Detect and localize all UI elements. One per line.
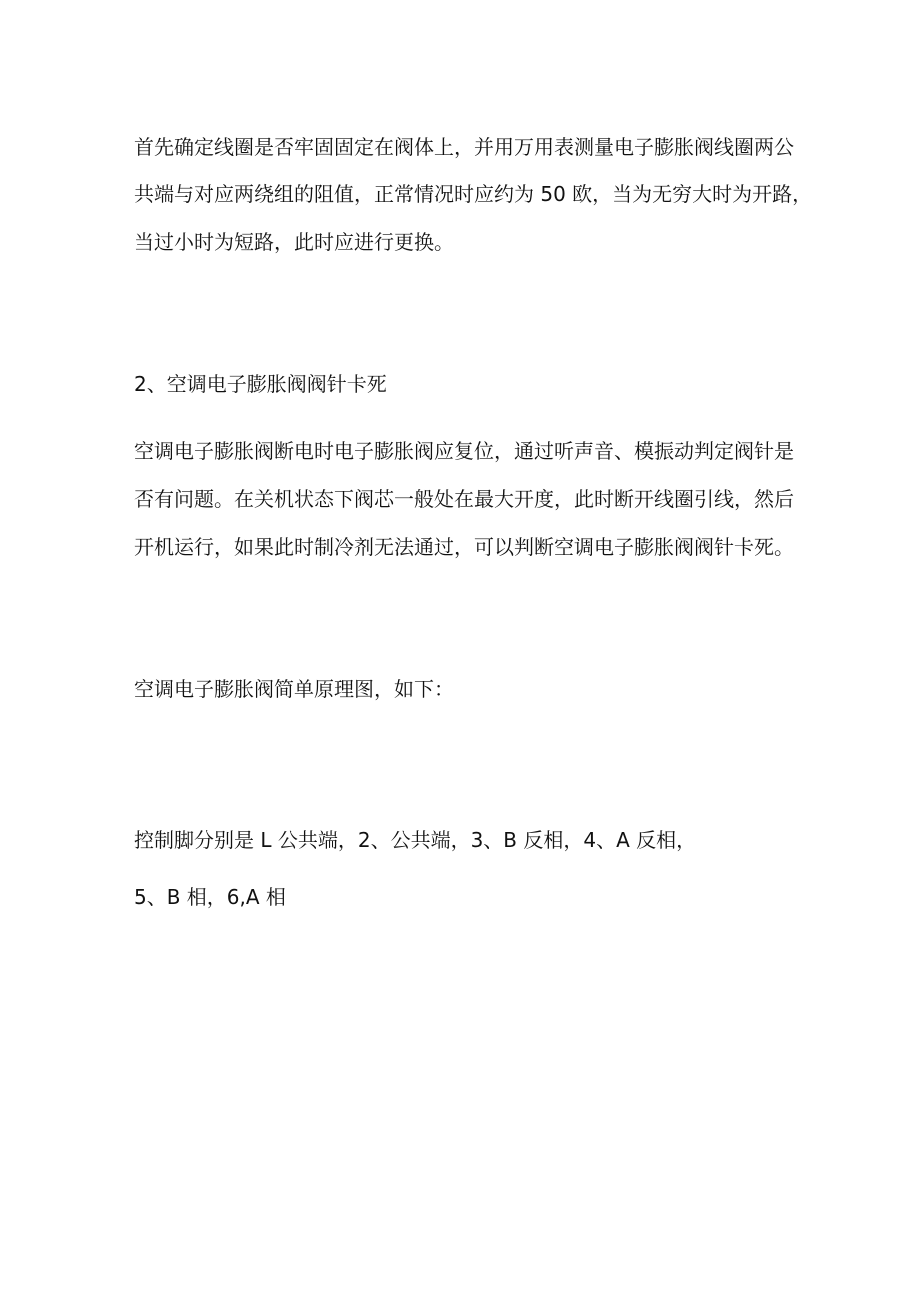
diagram-intro: 空调电子膨胀阀简单原理图，如下： bbox=[134, 677, 454, 701]
paragraph-line: 共端与对应两绕组的阻值，正常情况时应约为 50 欧，当为无穷大时为开路， bbox=[134, 182, 813, 206]
paragraph-line: 当过小时为短路，此时应进行更换。 bbox=[134, 230, 454, 254]
paragraph-line: 空调电子膨胀阀断电时电子膨胀阀应复位，通过听声音、模振动判定阀针是 bbox=[134, 439, 794, 463]
pin-description-line: 控制脚分别是 L 公共端，2、公共端，3、B 反相，4、A 反相， bbox=[134, 828, 697, 852]
paragraph-line: 否有问题。在关机状态下阀芯一般处在最大开度，此时断开线圈引线，然后 bbox=[134, 487, 794, 511]
paragraph-line: 首先确定线圈是否牢固固定在阀体上，并用万用表测量电子膨胀阀线圈两公 bbox=[134, 135, 794, 159]
section-heading: 2、空调电子膨胀阀阀针卡死 bbox=[134, 372, 387, 396]
paragraph-line: 开机运行，如果此时制冷剂无法通过，可以判断空调电子膨胀阀阀针卡死。 bbox=[134, 535, 794, 559]
pin-description-line: 5、B 相，6,A 相 bbox=[134, 885, 286, 909]
